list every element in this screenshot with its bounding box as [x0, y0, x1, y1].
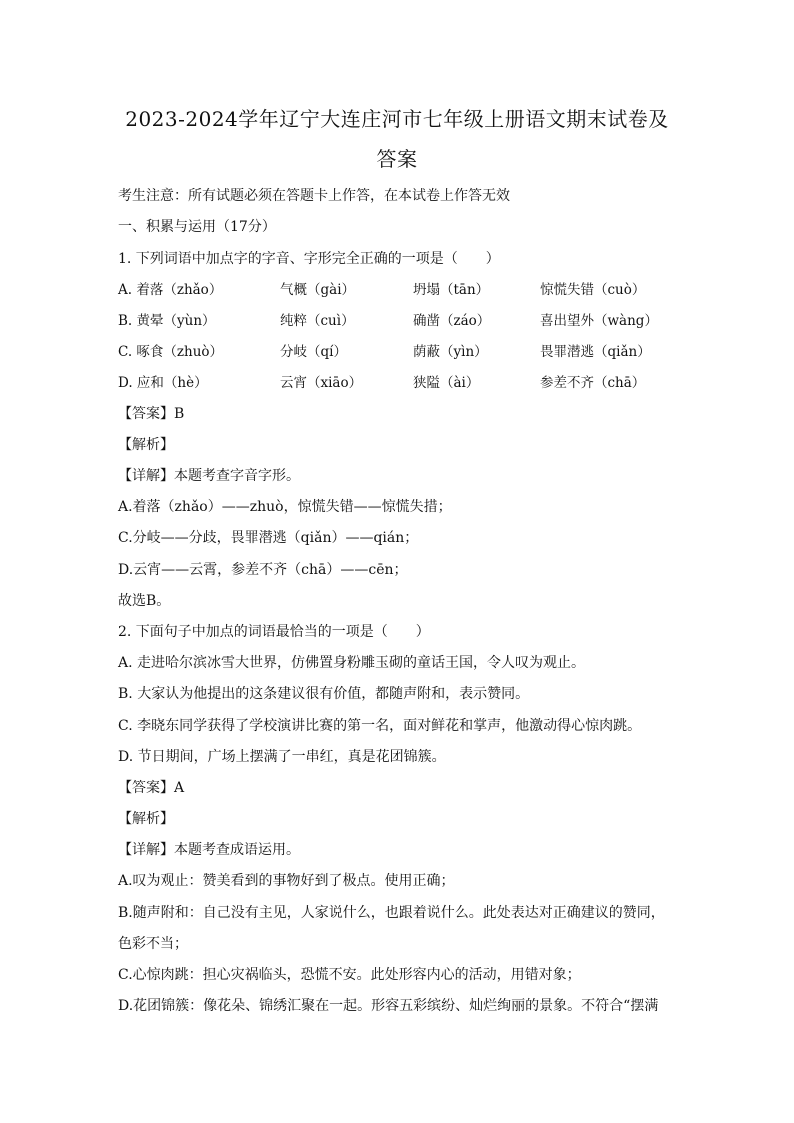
option-a-word-1: A. 着落（zhǎo） — [118, 282, 223, 298]
document-title-line-2: 答案 — [376, 147, 418, 171]
question-2-explanation-line: C.心惊肉跳：担心灾祸临头，恐慌不安。此处形容内心的活动，用错对象； — [118, 967, 581, 983]
question-2-explanation-line: 色彩不当； — [118, 936, 188, 952]
question-1-analysis-label: 【解析】 — [118, 437, 174, 453]
option-c-word-3: 荫蔽（yìn） — [413, 344, 488, 360]
question-2-detail: 【详解】本题考查成语运用。 — [118, 842, 300, 858]
question-1-detail: 【详解】本题考查字音字形。 — [118, 468, 300, 484]
question-1-stem: 1. 下列词语中加点字的字音、字形完全正确的一项是（ ） — [118, 251, 500, 267]
question-2-explanation-line: B.随声附和：自己没有主见，人家说什么，也跟着说什么。此处表达对正确建议的赞同， — [118, 905, 665, 921]
option-d-word-4: 参差不齐（chā） — [540, 375, 646, 391]
option-a-word-2: 气概（gài） — [280, 282, 356, 298]
question-1-conclusion: 故选B。 — [118, 593, 171, 609]
option-b-word-2: 纯粹（cuì） — [280, 313, 355, 329]
question-1-answer: 【答案】B — [118, 406, 185, 422]
option-c-word-1: C. 啄食（zhuò） — [118, 344, 224, 360]
question-1-explanation-line: C.分岐——分歧，畏罪潜逃（qiǎn）——qián； — [118, 530, 419, 546]
question-2-analysis-label: 【解析】 — [118, 811, 174, 827]
question-1-explanation-line: D.云宵——云霄，参差不齐（chā）——cēn； — [118, 562, 408, 578]
question-1-option-row — [118, 280, 678, 300]
question-1-explanation-line: A.着落（zhǎo）——zhuò，惊慌失错——惊慌失措； — [118, 499, 452, 515]
question-2-option-b: B. 大家认为他提出的这条建议很有价值，都随声附和，表示赞同。 — [118, 686, 530, 702]
option-b-word-1: B. 黄晕（yùn） — [118, 313, 216, 329]
section-heading: 一、积累与运用（17分） — [118, 219, 276, 235]
question-2-explanation-line: A.叹为观止：赞美看到的事物好到了极点。使用正确； — [118, 873, 455, 889]
option-c-word-2: 分岐（qí） — [280, 344, 347, 360]
question-2-answer: 【答案】A — [118, 780, 185, 796]
question-1-option-row — [118, 373, 678, 393]
question-2-option-d: D. 节日期间，广场上摆满了一串红，真是花团锦簇。 — [118, 749, 446, 765]
option-d-word-2: 云宵（xiāo） — [280, 375, 363, 391]
question-1-option-row — [118, 342, 678, 362]
option-b-word-3: 确凿（záo） — [413, 313, 491, 329]
option-c-word-4: 畏罪潜逃（qiǎn） — [540, 344, 651, 360]
exam-notice: 考生注意：所有试题必须在答题卡上作答，在本试卷上作答无效 — [118, 188, 510, 204]
document-title-line-1: 2023-2024学年辽宁大连庄河市七年级上册语文期末试卷及 — [125, 107, 669, 131]
question-2-option-a: A. 走进哈尔滨冰雪大世界，仿佛置身粉雕玉砌的童话王国，令人叹为观止。 — [118, 655, 586, 671]
question-2-stem: 2. 下面句子中加点的词语最恰当的一项是（ ） — [118, 624, 430, 640]
option-d-word-1: D. 应和（hè） — [118, 375, 208, 391]
option-a-word-4: 惊慌失错（cuò） — [540, 282, 646, 298]
question-2-option-c: C. 李晓东同学获得了学校演讲比赛的第一名，面对鲜花和掌声，他激动得心惊肉跳。 — [118, 718, 642, 734]
option-b-word-4: 喜出望外（wàng） — [540, 313, 658, 329]
option-a-word-3: 坍塌（tān） — [413, 282, 490, 298]
question-2-explanation-line: D.花团锦簇：像花朵、锦绣汇聚在一起。形容五彩缤纷、灿烂绚丽的景象。不符合“摆满 — [118, 998, 659, 1014]
option-d-word-3: 狭隘（ài） — [413, 375, 480, 391]
question-1-option-row — [118, 311, 678, 331]
